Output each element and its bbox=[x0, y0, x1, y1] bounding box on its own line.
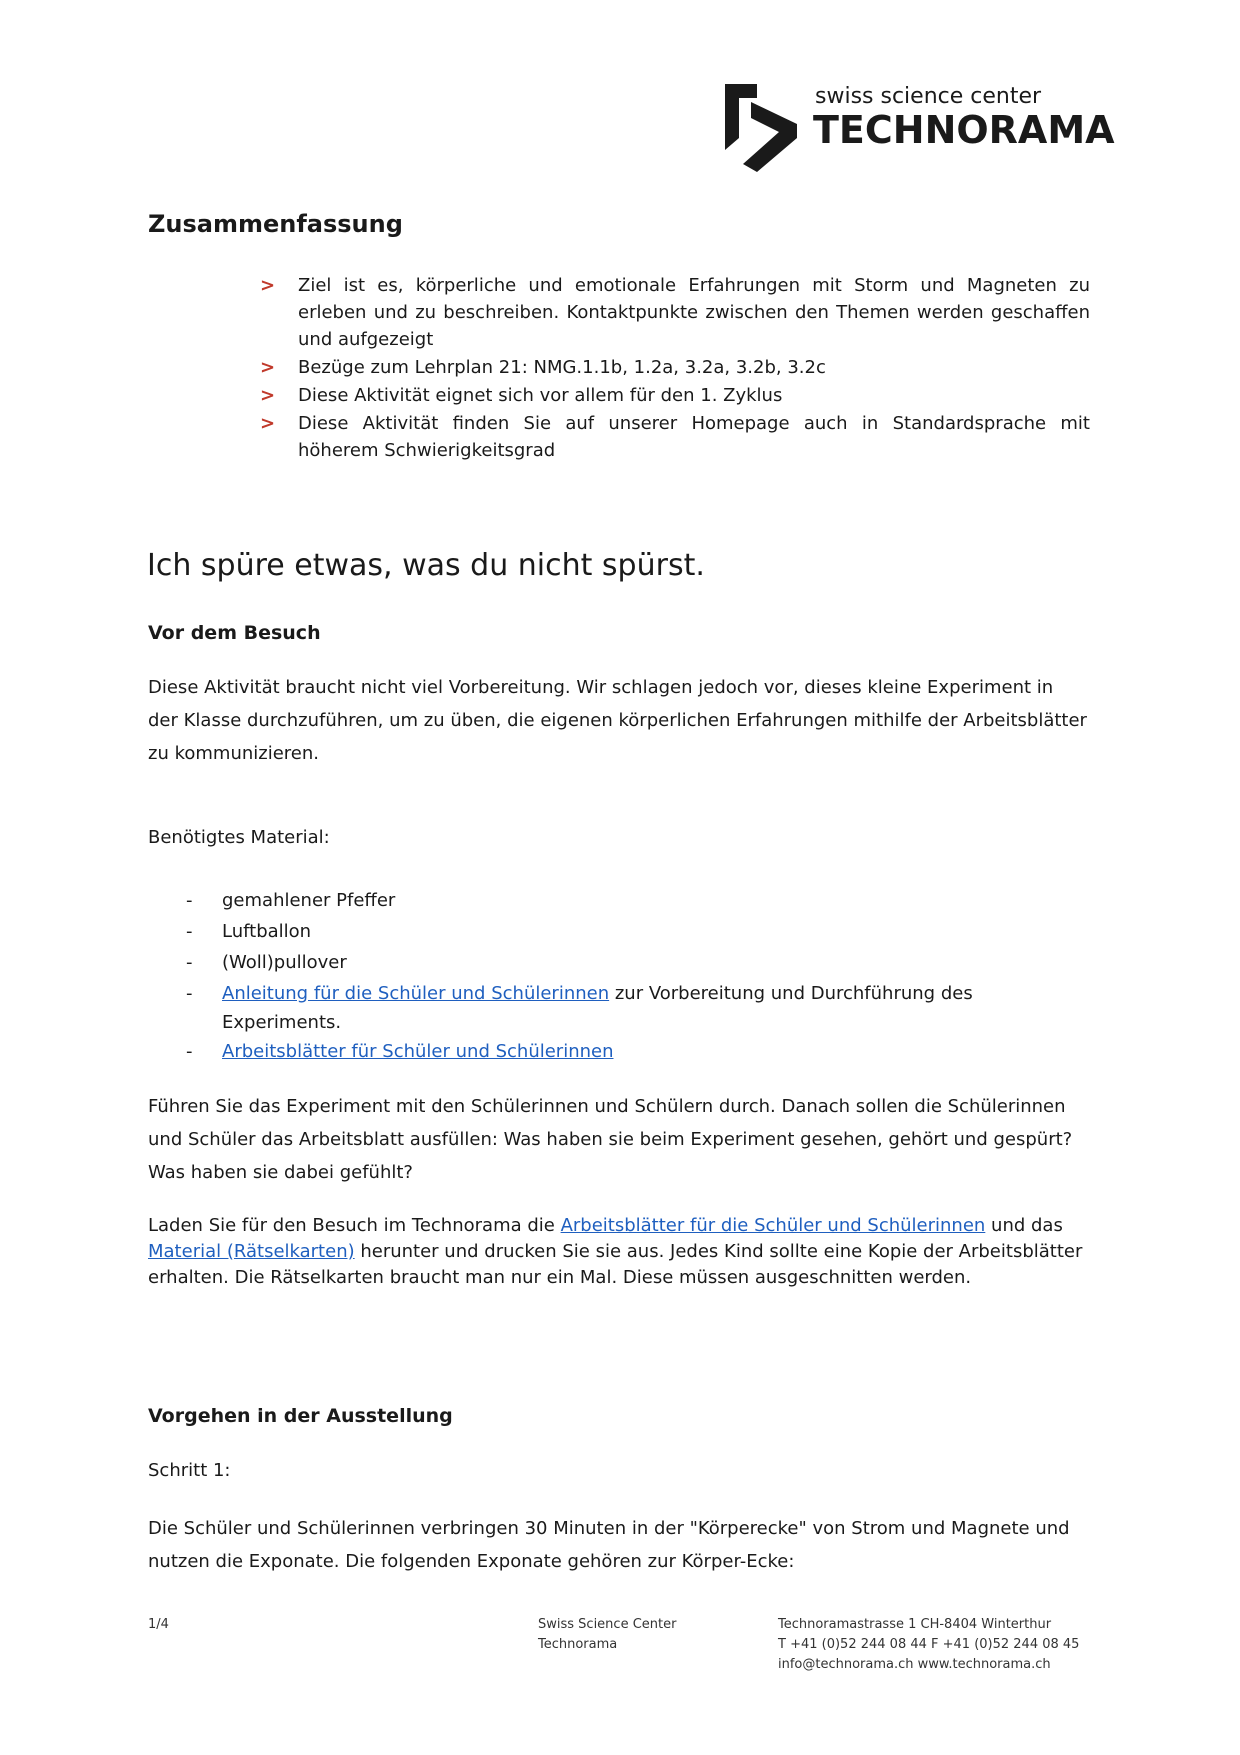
summary-item: > Ziel ist es, körperliche und emotionale Erfahrungen mit Storm und Magneten zu erleben und zu beschreiben. Kontaktpunkte zwischen den Themen werden geschaffen und aufgezeigt bbox=[260, 272, 1090, 353]
before-visit-intro: Diese Aktivität braucht nicht viel Vorbereitung. Wir schlagen jedoch vor, dieses kleine Experiment in der Klasse durchzuführen, um zu üben, die eigenen körperlichen Erfahrungen mithilfe der Arbeitsblätter zu kommunizieren. bbox=[148, 677, 1087, 764]
footer-org: Swiss Science Center Technorama bbox=[538, 1617, 677, 1652]
list-item: - Anleitung für die Schüler und Schülerinnen zur Vorbereitung und Durchführung des Experiments. bbox=[186, 983, 973, 1033]
worksheets-link[interactable]: Arbeitsblätter für Schüler und Schülerinnen bbox=[222, 1041, 614, 1062]
step-label: Schritt 1: bbox=[148, 1460, 231, 1481]
list-item: - Luftballon bbox=[186, 921, 312, 942]
experiment-paragraph: Führen Sie das Experiment mit den Schülerinnen und Schülern durch. Danach sollen die Schülerinnen und Schüler das Arbeitsblatt ausfüllen: Was haben sie beim Experiment gesehen, gehört und gespürt? Was haben sie dabei gefühlt? bbox=[148, 1096, 1073, 1183]
logo-tagline: swiss science center bbox=[815, 84, 1042, 109]
bullet-arrow-icon: > bbox=[260, 275, 276, 296]
bullet-arrow-icon: > bbox=[260, 413, 276, 434]
summary-item: > Bezüge zum Lehrplan 21: NMG.1.1b, 1.2a, 3.2a, 3.2b, 3.2c bbox=[260, 354, 1090, 381]
summary-title: Zusammenfassung bbox=[148, 210, 403, 238]
list-item: - gemahlener Pfeffer bbox=[186, 890, 396, 911]
exhibition-heading: Vorgehen in der Ausstellung bbox=[148, 1405, 453, 1427]
student-instructions-link[interactable]: Anleitung für die Schüler und Schülerinnen bbox=[222, 983, 610, 1004]
download-paragraph: Laden Sie für den Besuch im Technorama die Arbeitsblätter für die Schüler und Schülerinnen und das Material (Rätselkarten) herunter und drucken Sie sie aus. Jedes Kind sollte eine Kopie der Arbeitsblätter erhalten. Die Rätselkarten braucht man nur ein Mal. Diese müssen ausgeschnitten werden. bbox=[148, 1215, 1083, 1288]
list-item: - Arbeitsblätter für Schüler und Schülerinnen bbox=[186, 1041, 614, 1062]
step-paragraph: Die Schüler und Schülerinnen verbringen 30 Minuten in der "Körperecke" von Strom und Magnete und nutzen die Exponate. Die folgenden Exponate gehören zur Körper-Ecke: bbox=[148, 1518, 1070, 1572]
footer-contact-block: Technoramastrasse 1 CH-8404 Winterthur T +41 (0)52 244 08 44 F +41 (0)52 244 08 45 info@technorama.ch www.technorama.ch bbox=[778, 1617, 1080, 1672]
main-heading: Ich spüre etwas, was du nicht spürst. bbox=[147, 548, 705, 583]
summary-list bbox=[260, 272, 1090, 465]
bullet-arrow-icon: > bbox=[260, 357, 276, 378]
material-list bbox=[180, 885, 1080, 1067]
worksheets-download-link[interactable]: Arbeitsblätter für die Schüler und Schülerinnen bbox=[560, 1215, 986, 1236]
summary-item: > Diese Aktivität finden Sie auf unserer Homepage auch in Standardsprache mit höherem Schwierigkeitsgrad bbox=[260, 410, 1090, 464]
summary-item: > Diese Aktivität eignet sich vor allem für den 1. Zyklus bbox=[260, 382, 1090, 409]
page-number: 1/4 bbox=[148, 1617, 169, 1632]
technorama-logo-icon bbox=[717, 80, 807, 175]
list-item: - (Woll)pullover bbox=[186, 952, 347, 973]
logo-wordmark: TECHNORAMA bbox=[813, 108, 1115, 152]
puzzle-cards-link[interactable]: Material (Rätselkarten) bbox=[148, 1241, 355, 1262]
technorama-logo bbox=[717, 80, 1115, 175]
bullet-arrow-icon: > bbox=[260, 385, 276, 406]
material-label: Benötigtes Material: bbox=[148, 827, 330, 848]
before-visit-heading: Vor dem Besuch bbox=[148, 622, 321, 644]
